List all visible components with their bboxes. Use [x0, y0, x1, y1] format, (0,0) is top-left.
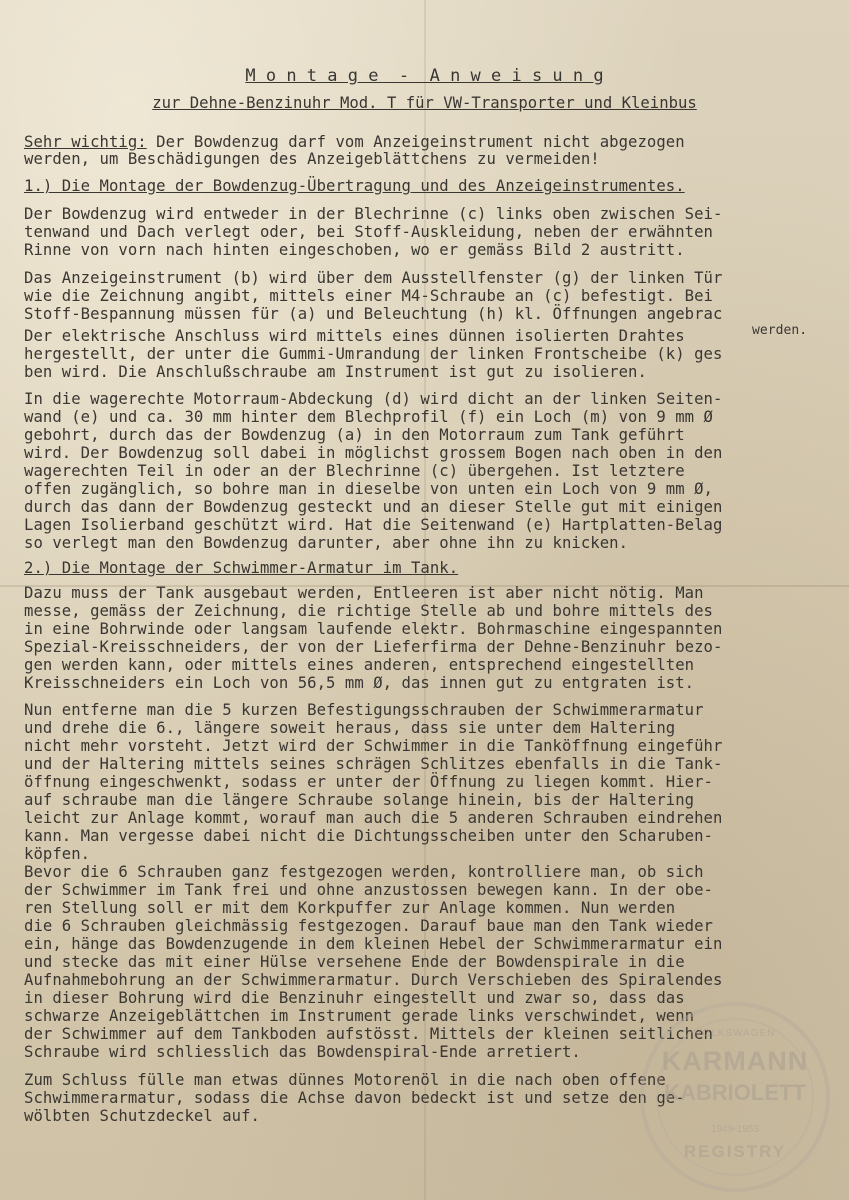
text-line: Schraube wird schliesslich das Bowdenspiral-Ende arretiert. — [24, 1043, 581, 1061]
text-line: in dieser Bohrung wird die Benzinuhr eingestellt und zwar so, dass das — [24, 989, 685, 1007]
text-line: Stoff-Bespannung müssen für (a) und Beleuchtung (h) kl. Öffnungen angebrac — [24, 305, 723, 323]
text-line: kann. Man vergesse dabei nicht die Dichtungsscheiben unter den Scharuben- — [24, 827, 713, 845]
text-line: in eine Bohrwinde oder langsam laufende elektr. Bohrmaschine eingespannten — [24, 620, 723, 638]
text-line: leicht zur Anlage kommt, worauf man auch die 5 anderen Schrauben eindrehen — [24, 809, 723, 827]
text-line: Der Bowdenzug wird entweder in der Blechrinne (c) links oben zwischen Sei- — [24, 205, 723, 223]
document-subtitle: zur Dehne-Benzinuhr Mod. T für VW-Transporter und Kleinbus — [152, 94, 697, 112]
registry-stamp-logo — [640, 1002, 830, 1192]
section-1-heading: 1.) Die Montage der Bowdenzug-Übertragung und des Anzeigeinstrumentes. — [24, 177, 685, 195]
text-line: die 6 Schrauben gleichmässig festgezogen. Darauf baue man den Tank wieder — [24, 917, 713, 935]
warning-text: Der Bowdenzug darf vom Anzeigeinstrument nicht abgezogen — [146, 133, 685, 151]
text-line: Rinne von vorn nach hinten eingeschoben, wo er gemäss Bild 2 austritt. — [24, 241, 685, 259]
text-line: auf schraube man die längere Schraube solange hinein, bis der Haltering — [24, 791, 695, 809]
stamp-brand-text: KARMANN — [661, 1046, 809, 1076]
text-line: gebohrt, durch das der Bowdenzug (a) in den Motorraum zum Tank geführt — [24, 426, 685, 444]
text-line: ren Stellung soll er mit dem Korkpuffer zur Anlage kommen. Nun werden — [24, 899, 676, 917]
text-line: öffnung eingeschwenkt, sodass er unter der Öffnung zu liegen kommt. Hier- — [24, 773, 713, 791]
text-line: offen zugänglich, so bohre man in dieselbe von unten ein Loch von 9 mm Ø, — [24, 480, 713, 498]
warning-line: werden, um Beschädigungen des Anzeigeblättchens zu vermeiden! — [24, 150, 600, 168]
text-line: Aufnahmebohrung an der Schwimmerarmatur. Durch Verschieben des Spiralendes — [24, 971, 723, 989]
text-line: Bevor die 6 Schrauben ganz festgezogen werden, kontrolliere man, ob sich — [24, 863, 704, 881]
text-line: gen werden kann, oder mittels eines anderen, entsprechend eingestellten — [24, 656, 695, 674]
text-line: wand (e) und ca. 30 mm hinter dem Blechprofil (f) ein Loch (m) von 9 mm Ø — [24, 408, 713, 426]
text-line: Der elektrische Anschluss wird mittels eines dünnen isolierten Drahtes — [24, 327, 685, 345]
stamp-bottom-text: REGISTRY — [683, 1142, 787, 1161]
text-line: ein, hänge das Bowdenzugende in dem kleinen Hebel der Schwimmerarmatur ein — [24, 935, 723, 953]
text-line: wölbten Schutzdeckel auf. — [24, 1107, 260, 1125]
text-line: Kreisschneiders ein Loch von 56,5 mm Ø, das innen gut zu entgraten ist. — [24, 674, 695, 692]
text-line: so verlegt man den Bowdenzug darunter, aber ohne ihn zu knicken. — [24, 534, 629, 552]
text-line: wie die Zeichnung angibt, mittels einer M4-Schraube an (c) befestigt. Bei — [24, 287, 713, 305]
text-line: köpfen. — [24, 845, 91, 863]
stamp-years-text: 1949-1953 — [711, 1124, 759, 1135]
text-line: der Schwimmer auf dem Tankboden aufstösst. Mittels der kleinen seitlichen — [24, 1025, 713, 1043]
warning-line — [24, 134, 685, 151]
stamp-model-text: KABRIOLETT — [664, 1080, 806, 1105]
text-line: Lagen Isolierband geschützt wird. Hat die Seitenwand (e) Hartplatten-Belag — [24, 516, 723, 534]
text-line: In die wagerechte Motorraum-Abdeckung (d) wird dicht an der linken Seiten- — [24, 390, 723, 408]
text-line: der Schwimmer im Tank frei und ohne anzustossen bewegen kann. In der obe- — [24, 881, 713, 899]
text-line: und der Haltering mittels seines schrägen Schlitzes ebenfalls in die Tank- — [24, 755, 723, 773]
text-line: und stecke das mit einer Hülse versehene Ende der Bowdenspirale in die — [24, 953, 685, 971]
text-line: wird. Der Bowdenzug soll dabei in möglichst grossem Bogen nach oben in den — [24, 444, 723, 462]
text-line: und drehe die 6., längere soweit heraus, dass sie unter dem Haltering — [24, 719, 676, 737]
text-line: Das Anzeigeinstrument (b) wird über dem Ausstellfenster (g) der linken Tür — [24, 269, 723, 287]
text-line: ben wird. Die Anschlußschraube am Instrument ist gut zu isolieren. — [24, 363, 647, 381]
text-line: Spezial-Kreisschneiders, der von der Lieferfirma der Dehne-Benzinuhr bezo- — [24, 638, 723, 656]
text-line: Zum Schluss fülle man etwas dünnes Motorenöl in die nach oben offene — [24, 1071, 666, 1089]
text-line: wagerechten Teil in oder an der Blechrinne (c) übergehen. Ist letztere — [24, 462, 685, 480]
text-line: Dazu muss der Tank ausgebaut werden, Entleeren ist aber nicht nötig. Man — [24, 584, 704, 602]
stamp-top-text: VOLKSWAGEN — [694, 1028, 776, 1039]
text-line: messe, gemäss der Zeichnung, die richtige Stelle ab und bohre mittels des — [24, 602, 713, 620]
text-line: durch das dann der Bowdenzug gesteckt und an dieser Stelle gut mit einigen — [24, 498, 723, 516]
warning-label: Sehr wichtig: — [24, 133, 147, 151]
text-line: hergestellt, der unter die Gummi-Umrandung der linken Frontscheibe (k) ges — [24, 345, 723, 363]
text-line: nicht mehr vorsteht. Jetzt wird der Schwimmer in die Tanköffnung eingeführ — [24, 737, 723, 755]
text-line: tenwand und Dach verlegt oder, bei Stoff-Auskleidung, neben der erwähnten — [24, 223, 713, 241]
handwritten-insert: werden. — [752, 323, 808, 338]
text-line: Schwimmerarmatur, sodass die Achse davon bedeckt ist und setze den ge- — [24, 1089, 685, 1107]
text-line: Nun entferne man die 5 kurzen Befestigungsschrauben der Schwimmerarmatur — [24, 701, 704, 719]
section-2-heading: 2.) Die Montage der Schwimmer-Armatur im Tank. — [24, 559, 459, 577]
document-title: M o n t a g e - A n w e i s u n g — [245, 66, 604, 86]
text-line: schwarze Anzeigeblättchen im Instrument gerade links verschwindet, wenn — [24, 1007, 695, 1025]
